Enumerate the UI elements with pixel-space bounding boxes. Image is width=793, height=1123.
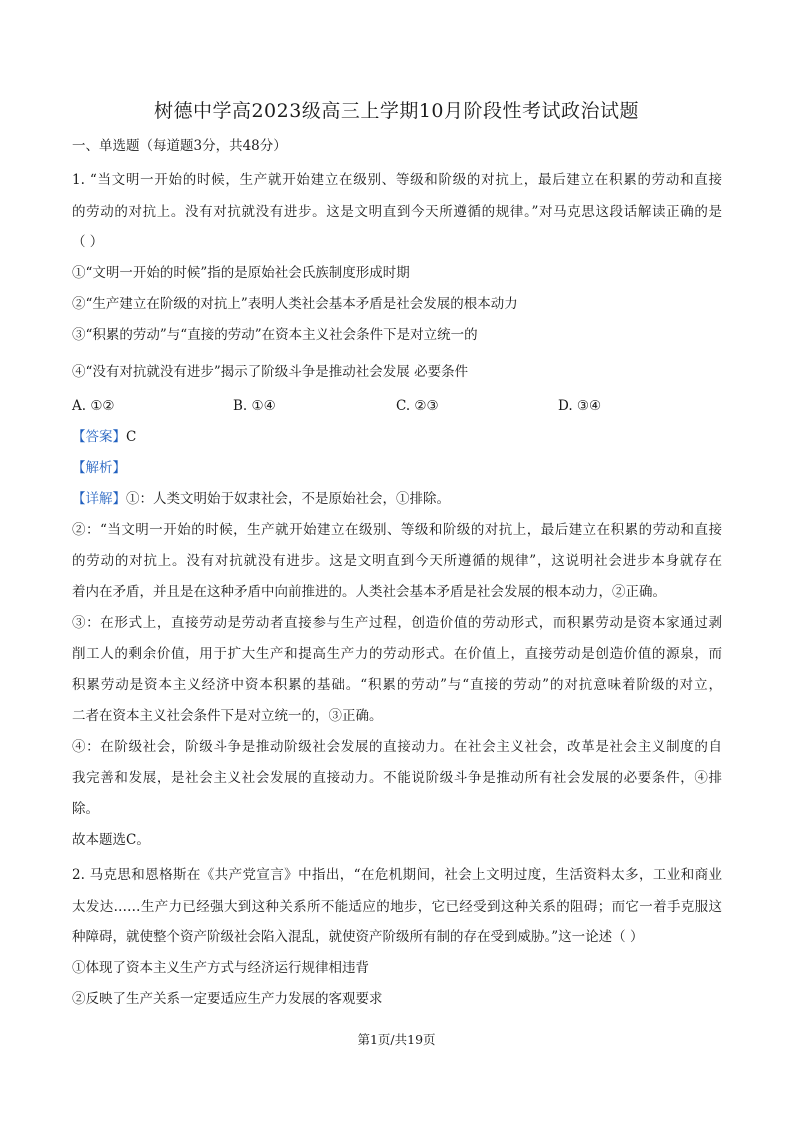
q2-statement-1: ①体现了资本主义生产方式与经济运行规律相违背 <box>72 960 369 976</box>
q1-statement-4: ④“没有对抗就没有进步”揭示了阶级斗争是推动社会发展 必要条件 <box>72 364 469 380</box>
detail-tag: 【详解】 <box>72 491 126 507</box>
q1-detail-line-7: 积累劳动是资本主义经济中资本积累的基础。“积累的劳动”与“直接的劳动”的对抗意味着阶级的对立， <box>72 677 722 693</box>
detail-text: ①：人类文明始于奴隶社会，不是原始社会，①排除。 <box>126 491 450 507</box>
q1-option-d: D. ③④ <box>558 398 602 414</box>
q2-statement-2: ②反映了生产关系一定要适应生产力发展的客观要求 <box>72 991 383 1007</box>
q1-stem-line-1: 1. “当文明一开始的时候，生产就开始建立在级别、等级和阶级的对抗上，最后建立在积累的劳动和直接 <box>72 172 722 188</box>
q1-statement-2: ②“生产建立在阶级的对抗上”表明人类社会基本矛盾是社会发展的根本动力 <box>72 296 518 312</box>
q1-detail-line-4: 着内在矛盾，并且是在这种矛盾中向前推进的。人类社会基本矛盾是社会发展的根本动力，②正确。 <box>72 584 666 600</box>
q1-detail-line-6: 削工人的剩余价值，用于扩大生产和提高生产力的劳动形式。在价值上，直接劳动是创造价值的源泉，而 <box>72 646 722 662</box>
answer-tag: 【答案】 <box>72 429 126 445</box>
q1-detail-line-1 <box>72 489 722 509</box>
q1-detail-line-8: 二者在资本主义社会条件下是对立统一的，③正确。 <box>72 708 383 724</box>
answer-value: C <box>126 429 137 445</box>
section-heading: 一、单选题（每道题3分，共48分） <box>72 138 287 154</box>
q1-stem-line-3: （ ） <box>72 234 104 250</box>
q1-option-b: B. ①④ <box>233 398 276 414</box>
q2-stem-line-3: 种障碍，就使整个资产阶级社会陷入混乱，就使资产阶级所有制的存在受到威胁。”这一论述（ ） <box>72 929 644 945</box>
q1-statement-1: ①“文明一开始的时候”指的是原始社会氏族制度形成时期 <box>72 265 410 281</box>
q1-conclusion: 故本题选C。 <box>72 832 150 848</box>
q1-detail-line-10: 我完善和发展，是社会主义社会发展的直接动力。不能说阶级斗争是推动所有社会发展的必要条件，④排 <box>72 770 722 786</box>
q2-stem-line-1: 2. 马克思和恩格斯在《共产党宣言》中指出，“在危机期间，社会上文明过度，生活资料太多，工业和商业 <box>72 867 722 883</box>
exam-title: 树德中学高2023级高三上学期10月阶段性考试政治试题 <box>153 100 640 122</box>
page-footer: 第1页/共19页 <box>357 1032 436 1047</box>
q1-answer-row <box>72 427 722 447</box>
q1-option-c: C. ②③ <box>396 398 439 414</box>
q1-detail-line-5: ③：在形式上，直接劳动是劳动者直接参与生产过程，创造价值的劳动形式，而积累劳动是资本家通过剥 <box>72 615 722 631</box>
q2-stem-line-2: 太发达……生产力已经强大到这种关系所不能适应的地步，它已经受到这种关系的阻碍；而它一着手克服这 <box>72 899 722 915</box>
q1-analysis-row <box>72 458 722 478</box>
q1-option-a: A. ①② <box>72 398 115 414</box>
q1-detail-line-3: 的劳动的对抗上。没有对抗就没有进步。这是文明直到今天所遵循的规律”，这说明社会进步本身就存在 <box>72 553 722 569</box>
q1-stem-line-2: 的劳动的对抗上。没有对抗就没有进步。这是文明直到今天所遵循的规律。”对马克思这段话解读正确的是 <box>72 204 722 220</box>
q1-detail-line-9: ④：在阶级社会，阶级斗争是推动阶级社会发展的直接动力。在社会主义社会，改革是社会主义制度的自 <box>72 739 722 755</box>
q1-statement-3: ③“积累的劳动”与“直接的劳动”在资本主义社会条件下是对立统一的 <box>72 327 478 343</box>
q1-detail-line-2: ②：“当文明一开始的时候，生产就开始建立在级别、等级和阶级的对抗上，最后建立在积累的劳动和直接 <box>72 522 722 538</box>
q1-detail-line-11: 除。 <box>72 801 99 817</box>
analysis-tag: 【解析】 <box>72 460 126 476</box>
